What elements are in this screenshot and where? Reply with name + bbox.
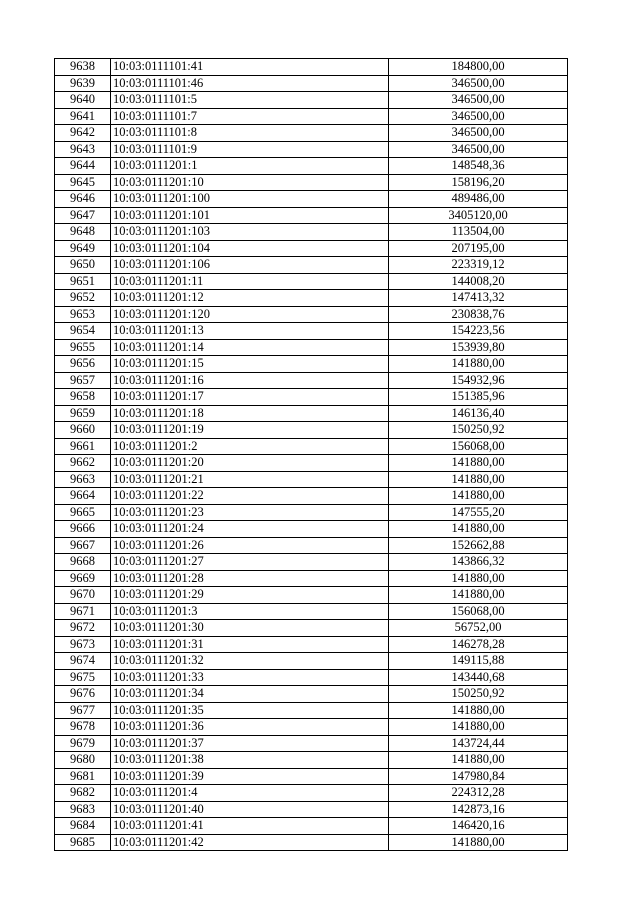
table-row <box>55 273 568 290</box>
table-row <box>55 356 568 373</box>
cadastral-number-cell: 10:03:0111201:4 <box>111 785 389 802</box>
cadastral-value-cell: 207195,00 <box>389 240 568 257</box>
table-row <box>55 620 568 637</box>
row-number-cell: 9641 <box>55 108 111 125</box>
cadastral-number-cell: 10:03:0111201:38 <box>111 752 389 769</box>
table-row <box>55 389 568 406</box>
cadastral-number-cell: 10:03:0111201:104 <box>111 240 389 257</box>
row-number-cell: 9681 <box>55 768 111 785</box>
cadastral-value-cell: 184800,00 <box>389 59 568 76</box>
row-number-cell: 9646 <box>55 191 111 208</box>
row-number-cell: 9683 <box>55 801 111 818</box>
cadastral-value-cell: 346500,00 <box>389 92 568 109</box>
row-number-cell: 9654 <box>55 323 111 340</box>
table-row <box>55 339 568 356</box>
table-row <box>55 488 568 505</box>
row-number-cell: 9663 <box>55 471 111 488</box>
cadastral-value-cell: 142873,16 <box>389 801 568 818</box>
row-number-cell: 9659 <box>55 405 111 422</box>
table-row <box>55 75 568 92</box>
cadastral-number-cell: 10:03:0111201:31 <box>111 636 389 653</box>
cadastral-value-table <box>54 58 568 851</box>
row-number-cell: 9677 <box>55 702 111 719</box>
cadastral-value-cell: 146420,16 <box>389 818 568 835</box>
cadastral-value-cell: 154932,96 <box>389 372 568 389</box>
cadastral-number-cell: 10:03:0111201:19 <box>111 422 389 439</box>
cadastral-value-cell: 153939,80 <box>389 339 568 356</box>
table-row <box>55 372 568 389</box>
row-number-cell: 9673 <box>55 636 111 653</box>
row-number-cell: 9668 <box>55 554 111 571</box>
cadastral-number-cell: 10:03:0111201:13 <box>111 323 389 340</box>
table-row <box>55 290 568 307</box>
row-number-cell: 9645 <box>55 174 111 191</box>
cadastral-number-cell: 10:03:0111201:41 <box>111 818 389 835</box>
table-row <box>55 174 568 191</box>
table-row <box>55 207 568 224</box>
table-row <box>55 191 568 208</box>
cadastral-value-cell: 141880,00 <box>389 471 568 488</box>
cadastral-number-cell: 10:03:0111201:32 <box>111 653 389 670</box>
table-row <box>55 504 568 521</box>
row-number-cell: 9653 <box>55 306 111 323</box>
row-number-cell: 9655 <box>55 339 111 356</box>
cadastral-number-cell: 10:03:0111201:26 <box>111 537 389 554</box>
cadastral-number-cell: 10:03:0111201:11 <box>111 273 389 290</box>
table-row <box>55 818 568 835</box>
row-number-cell: 9650 <box>55 257 111 274</box>
table-row <box>55 686 568 703</box>
row-number-cell: 9676 <box>55 686 111 703</box>
row-number-cell: 9667 <box>55 537 111 554</box>
cadastral-value-cell: 223319,12 <box>389 257 568 274</box>
table-row <box>55 669 568 686</box>
row-number-cell: 9675 <box>55 669 111 686</box>
cadastral-number-cell: 10:03:0111201:34 <box>111 686 389 703</box>
cadastral-number-cell: 10:03:0111201:36 <box>111 719 389 736</box>
cadastral-number-cell: 10:03:0111101:9 <box>111 141 389 158</box>
cadastral-number-cell: 10:03:0111201:27 <box>111 554 389 571</box>
cadastral-value-cell: 141880,00 <box>389 488 568 505</box>
table-row <box>55 719 568 736</box>
cadastral-value-cell: 141880,00 <box>389 752 568 769</box>
cadastral-number-cell: 10:03:0111201:1 <box>111 158 389 175</box>
cadastral-number-cell: 10:03:0111201:15 <box>111 356 389 373</box>
cadastral-value-cell: 147555,20 <box>389 504 568 521</box>
row-number-cell: 9656 <box>55 356 111 373</box>
table-row <box>55 59 568 76</box>
cadastral-number-cell: 10:03:0111201:20 <box>111 455 389 472</box>
row-number-cell: 9649 <box>55 240 111 257</box>
row-number-cell: 9679 <box>55 735 111 752</box>
table-row <box>55 108 568 125</box>
row-number-cell: 9657 <box>55 372 111 389</box>
cadastral-number-cell: 10:03:0111201:24 <box>111 521 389 538</box>
cadastral-number-cell: 10:03:0111101:8 <box>111 125 389 142</box>
cadastral-value-cell: 56752,00 <box>389 620 568 637</box>
cadastral-value-cell: 158196,20 <box>389 174 568 191</box>
cadastral-number-cell: 10:03:0111201:33 <box>111 669 389 686</box>
cadastral-number-cell: 10:03:0111201:40 <box>111 801 389 818</box>
table-row <box>55 141 568 158</box>
cadastral-value-cell: 489486,00 <box>389 191 568 208</box>
row-number-cell: 9669 <box>55 570 111 587</box>
cadastral-number-cell: 10:03:0111101:5 <box>111 92 389 109</box>
cadastral-value-cell: 141880,00 <box>389 356 568 373</box>
cadastral-value-cell: 151385,96 <box>389 389 568 406</box>
row-number-cell: 9639 <box>55 75 111 92</box>
cadastral-value-cell: 141880,00 <box>389 702 568 719</box>
cadastral-number-cell: 10:03:0111201:42 <box>111 834 389 851</box>
row-number-cell: 9652 <box>55 290 111 307</box>
cadastral-number-cell: 10:03:0111201:17 <box>111 389 389 406</box>
row-number-cell: 9680 <box>55 752 111 769</box>
row-number-cell: 9643 <box>55 141 111 158</box>
cadastral-value-cell: 143724,44 <box>389 735 568 752</box>
cadastral-number-cell: 10:03:0111201:14 <box>111 339 389 356</box>
table-row <box>55 554 568 571</box>
cadastral-number-cell: 10:03:0111201:10 <box>111 174 389 191</box>
row-number-cell: 9660 <box>55 422 111 439</box>
table-body <box>55 59 568 851</box>
row-number-cell: 9672 <box>55 620 111 637</box>
row-number-cell: 9670 <box>55 587 111 604</box>
cadastral-value-cell: 113504,00 <box>389 224 568 241</box>
row-number-cell: 9678 <box>55 719 111 736</box>
cadastral-number-cell: 10:03:0111101:46 <box>111 75 389 92</box>
cadastral-number-cell: 10:03:0111201:28 <box>111 570 389 587</box>
row-number-cell: 9674 <box>55 653 111 670</box>
row-number-cell: 9664 <box>55 488 111 505</box>
table-row <box>55 570 568 587</box>
table-row <box>55 636 568 653</box>
table-row <box>55 471 568 488</box>
cadastral-value-cell: 146278,28 <box>389 636 568 653</box>
table-row <box>55 521 568 538</box>
cadastral-value-cell: 154223,56 <box>389 323 568 340</box>
cadastral-value-cell: 346500,00 <box>389 125 568 142</box>
cadastral-value-cell: 152662,88 <box>389 537 568 554</box>
table-row <box>55 125 568 142</box>
table-row <box>55 834 568 851</box>
cadastral-value-cell: 141880,00 <box>389 719 568 736</box>
cadastral-number-cell: 10:03:0111201:18 <box>111 405 389 422</box>
cadastral-number-cell: 10:03:0111201:12 <box>111 290 389 307</box>
table-row <box>55 158 568 175</box>
cadastral-value-cell: 141880,00 <box>389 521 568 538</box>
cadastral-value-cell: 141880,00 <box>389 834 568 851</box>
table-row <box>55 92 568 109</box>
cadastral-value-cell: 148548,36 <box>389 158 568 175</box>
table-row <box>55 653 568 670</box>
row-number-cell: 9648 <box>55 224 111 241</box>
cadastral-number-cell: 10:03:0111201:2 <box>111 438 389 455</box>
row-number-cell: 9658 <box>55 389 111 406</box>
table-row <box>55 785 568 802</box>
cadastral-number-cell: 10:03:0111201:22 <box>111 488 389 505</box>
table-row <box>55 306 568 323</box>
cadastral-number-cell: 10:03:0111201:35 <box>111 702 389 719</box>
cadastral-value-cell: 346500,00 <box>389 141 568 158</box>
cadastral-value-cell: 3405120,00 <box>389 207 568 224</box>
table-row <box>55 405 568 422</box>
row-number-cell: 9647 <box>55 207 111 224</box>
table-row <box>55 323 568 340</box>
cadastral-number-cell: 10:03:0111201:106 <box>111 257 389 274</box>
row-number-cell: 9684 <box>55 818 111 835</box>
cadastral-value-cell: 141880,00 <box>389 587 568 604</box>
table-row <box>55 735 568 752</box>
table-row <box>55 537 568 554</box>
cadastral-value-cell: 150250,92 <box>389 422 568 439</box>
cadastral-value-cell: 144008,20 <box>389 273 568 290</box>
cadastral-number-cell: 10:03:0111201:37 <box>111 735 389 752</box>
table-row <box>55 801 568 818</box>
cadastral-number-cell: 10:03:0111201:23 <box>111 504 389 521</box>
cadastral-number-cell: 10:03:0111201:101 <box>111 207 389 224</box>
row-number-cell: 9662 <box>55 455 111 472</box>
cadastral-number-cell: 10:03:0111201:39 <box>111 768 389 785</box>
cadastral-value-cell: 147980,84 <box>389 768 568 785</box>
table-row <box>55 224 568 241</box>
cadastral-value-cell: 156068,00 <box>389 438 568 455</box>
cadastral-value-cell: 141880,00 <box>389 570 568 587</box>
table-row <box>55 587 568 604</box>
row-number-cell: 9665 <box>55 504 111 521</box>
cadastral-value-cell: 346500,00 <box>389 108 568 125</box>
row-number-cell: 9642 <box>55 125 111 142</box>
cadastral-number-cell: 10:03:0111101:41 <box>111 59 389 76</box>
row-number-cell: 9638 <box>55 59 111 76</box>
table-row <box>55 702 568 719</box>
table-row <box>55 257 568 274</box>
row-number-cell: 9671 <box>55 603 111 620</box>
cadastral-number-cell: 10:03:0111201:3 <box>111 603 389 620</box>
cadastral-value-cell: 149115,88 <box>389 653 568 670</box>
cadastral-value-cell: 147413,32 <box>389 290 568 307</box>
table-row <box>55 240 568 257</box>
row-number-cell: 9651 <box>55 273 111 290</box>
table-row <box>55 752 568 769</box>
cadastral-value-cell: 143440,68 <box>389 669 568 686</box>
cadastral-number-cell: 10:03:0111201:21 <box>111 471 389 488</box>
row-number-cell: 9685 <box>55 834 111 851</box>
cadastral-value-cell: 346500,00 <box>389 75 568 92</box>
row-number-cell: 9644 <box>55 158 111 175</box>
cadastral-value-cell: 156068,00 <box>389 603 568 620</box>
cadastral-value-cell: 224312,28 <box>389 785 568 802</box>
cadastral-value-cell: 141880,00 <box>389 455 568 472</box>
cadastral-number-cell: 10:03:0111201:100 <box>111 191 389 208</box>
cadastral-number-cell: 10:03:0111201:29 <box>111 587 389 604</box>
cadastral-number-cell: 10:03:0111201:103 <box>111 224 389 241</box>
table-row <box>55 455 568 472</box>
cadastral-value-cell: 143866,32 <box>389 554 568 571</box>
row-number-cell: 9682 <box>55 785 111 802</box>
table-row <box>55 768 568 785</box>
cadastral-value-cell: 230838,76 <box>389 306 568 323</box>
table-row <box>55 438 568 455</box>
cadastral-number-cell: 10:03:0111201:120 <box>111 306 389 323</box>
row-number-cell: 9640 <box>55 92 111 109</box>
row-number-cell: 9666 <box>55 521 111 538</box>
cadastral-number-cell: 10:03:0111201:16 <box>111 372 389 389</box>
cadastral-number-cell: 10:03:0111201:30 <box>111 620 389 637</box>
table-row <box>55 422 568 439</box>
cadastral-value-cell: 150250,92 <box>389 686 568 703</box>
table-row <box>55 603 568 620</box>
cadastral-value-cell: 146136,40 <box>389 405 568 422</box>
cadastral-number-cell: 10:03:0111101:7 <box>111 108 389 125</box>
row-number-cell: 9661 <box>55 438 111 455</box>
